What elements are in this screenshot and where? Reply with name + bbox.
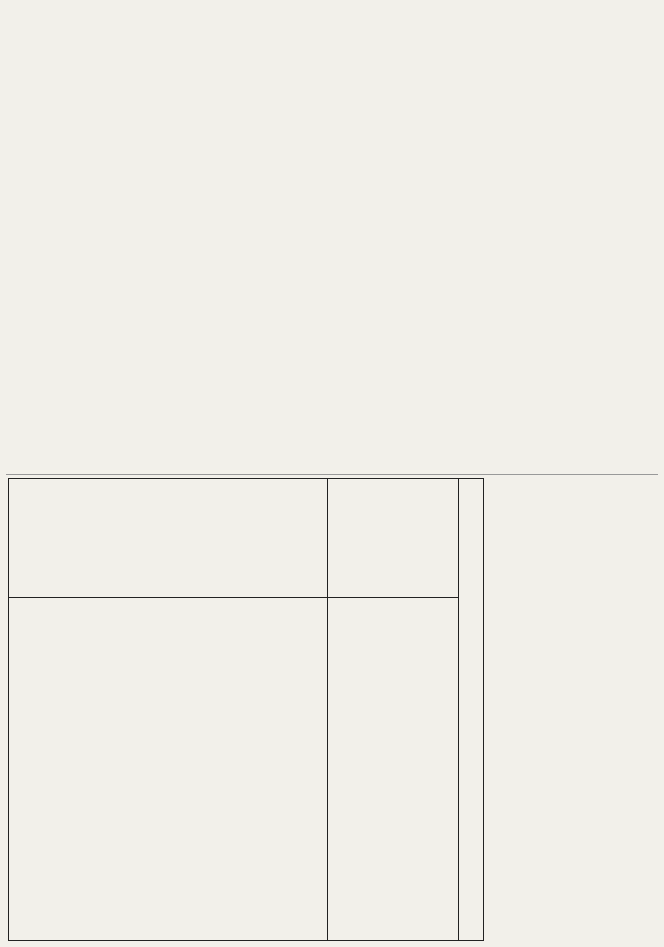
req-cells	[9, 598, 327, 940]
table-req-header	[9, 479, 327, 598]
table-req-column	[9, 479, 327, 940]
table-kind-header	[328, 479, 458, 598]
lower-right-text	[488, 478, 658, 941]
upper-text-band	[6, 6, 658, 472]
kind-cells	[328, 598, 458, 940]
table-body	[9, 479, 483, 940]
table-number-column	[458, 479, 483, 940]
table-kind-column	[327, 479, 458, 940]
lower-section	[6, 478, 658, 941]
section-divider	[6, 474, 658, 475]
documents-table	[8, 478, 484, 941]
